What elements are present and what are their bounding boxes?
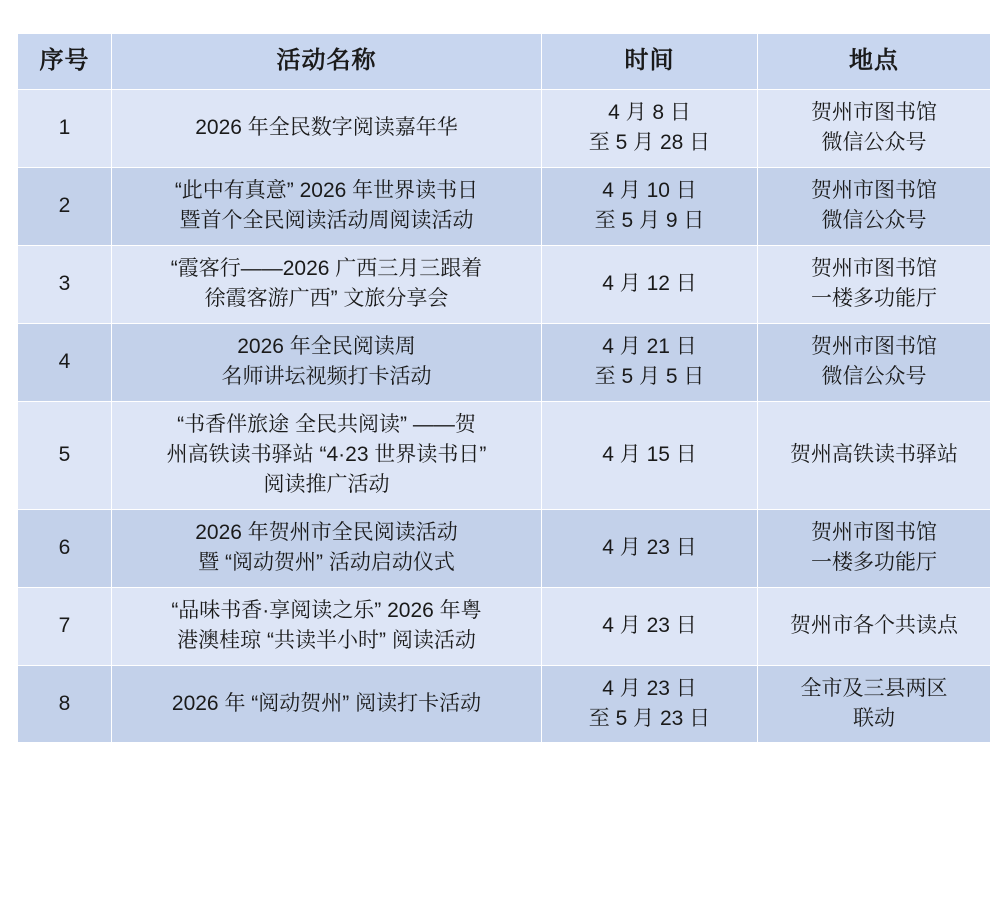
- cell-line: 4 月 8 日: [608, 101, 691, 124]
- cell-index: 5: [18, 401, 112, 509]
- cell-activity-name: [112, 509, 542, 587]
- cell-place: [758, 90, 991, 168]
- cell-line: 名师讲坛视频打卡活动: [221, 365, 432, 389]
- cell-time: [542, 90, 758, 168]
- cell-line: 贺州市图书馆: [811, 256, 937, 280]
- cell-index: 6: [18, 509, 112, 587]
- column-header-place: 地点: [758, 34, 991, 90]
- cell-index: 4: [18, 323, 112, 401]
- cell-activity-name: [112, 323, 542, 401]
- cell-line: 贺州市图书馆: [811, 178, 937, 202]
- cell-place: [758, 323, 991, 401]
- cell-line: 4 月 10 日: [602, 178, 697, 202]
- cell-line: 至 5 月 5 日: [594, 365, 705, 389]
- cell-line: “书香伴旅途 全民共阅读” ——贺: [177, 412, 476, 436]
- cell-line: 阅读推广活动: [263, 473, 390, 497]
- cell-line: 4 月 23 日: [602, 676, 697, 700]
- cell-line: 一楼多功能厅: [811, 287, 937, 311]
- table-row: [18, 167, 991, 245]
- cell-line: 2026 年全民阅读周: [237, 334, 416, 358]
- cell-line: 贺州市图书馆: [811, 101, 937, 124]
- table-row: [18, 245, 991, 323]
- column-header-activity-name: 活动名称: [112, 34, 542, 90]
- table-row: [18, 401, 991, 509]
- cell-line: 联动: [853, 707, 895, 730]
- cell-time: [542, 665, 758, 743]
- cell-time: [542, 401, 758, 509]
- cell-activity-name: [112, 401, 542, 509]
- cell-place: [758, 167, 991, 245]
- cell-line: 贺州市图书馆: [811, 334, 937, 358]
- cell-line: 2026 年 “阅动贺州” 阅读打卡活动: [171, 691, 482, 715]
- cell-line: 至 5 月 23 日: [588, 707, 711, 730]
- table-row: [18, 90, 991, 168]
- cell-activity-name: [112, 665, 542, 743]
- cell-line: 至 5 月 9 日: [594, 209, 705, 233]
- cell-line: 2026 年贺州市全民阅读活动: [195, 520, 458, 544]
- cell-place: [758, 665, 991, 743]
- cell-line: 至 5 月 28 日: [588, 131, 711, 155]
- cell-line: 4 月 23 日: [602, 613, 697, 637]
- cell-activity-name: [112, 587, 542, 665]
- schedule-table-container: [17, 33, 990, 743]
- cell-activity-name: [112, 90, 542, 168]
- cell-time: [542, 245, 758, 323]
- cell-line: 微信公众号: [821, 365, 927, 389]
- cell-time: [542, 587, 758, 665]
- table-row: [18, 665, 991, 743]
- cell-time: [542, 323, 758, 401]
- table-body: [18, 90, 991, 743]
- cell-time: [542, 509, 758, 587]
- cell-index: 1: [18, 90, 112, 168]
- table-row: [18, 323, 991, 401]
- cell-place: [758, 245, 991, 323]
- cell-line: 微信公众号: [821, 131, 927, 155]
- cell-line: 暨 “阅动贺州” 活动启动仪式: [198, 551, 455, 575]
- cell-line: 2026 年全民数字阅读嘉年华: [195, 116, 458, 140]
- cell-line: “此中有真意” 2026 年世界读书日: [174, 178, 479, 202]
- cell-activity-name: [112, 245, 542, 323]
- cell-place: [758, 587, 991, 665]
- cell-place: [758, 401, 991, 509]
- cell-line: “霞客行——2026 广西三月三跟着: [170, 256, 483, 280]
- cell-line: 州高铁读书驿站 “4·23 世界读书日”: [166, 442, 487, 466]
- cell-line: 4 月 21 日: [602, 334, 697, 358]
- cell-line: 贺州高铁读书驿站: [790, 442, 958, 466]
- cell-index: 8: [18, 665, 112, 743]
- cell-line: 一楼多功能厅: [811, 551, 937, 575]
- table-row: [18, 509, 991, 587]
- cell-line: 贺州市各个共读点: [790, 613, 958, 637]
- cell-index: 7: [18, 587, 112, 665]
- table-header-row: [18, 34, 991, 90]
- cell-line: 4 月 23 日: [602, 536, 697, 560]
- cell-line: 贺州市图书馆: [811, 520, 937, 544]
- cell-line: 港澳桂琼 “共读半小时” 阅读活动: [177, 629, 476, 653]
- cell-time: [542, 167, 758, 245]
- cell-place: [758, 509, 991, 587]
- cell-activity-name: [112, 167, 542, 245]
- cell-line: 4 月 12 日: [602, 271, 697, 295]
- table-row: [18, 587, 991, 665]
- column-header-index: 序号: [18, 34, 112, 90]
- cell-line: 微信公众号: [821, 209, 927, 233]
- cell-line: 徐霞客游广西” 文旅分享会: [204, 287, 449, 311]
- cell-index: 3: [18, 245, 112, 323]
- cell-index: 2: [18, 167, 112, 245]
- cell-line: 4 月 15 日: [602, 442, 697, 466]
- table-header: [18, 34, 991, 90]
- cell-line: 暨首个全民阅读活动周阅读活动: [179, 209, 474, 233]
- column-header-time: 时间: [542, 34, 758, 90]
- schedule-table: [17, 33, 991, 743]
- cell-line: 全市及三县两区: [800, 676, 948, 700]
- cell-line: “品味书香·享阅读之乐” 2026 年粤: [171, 598, 482, 622]
